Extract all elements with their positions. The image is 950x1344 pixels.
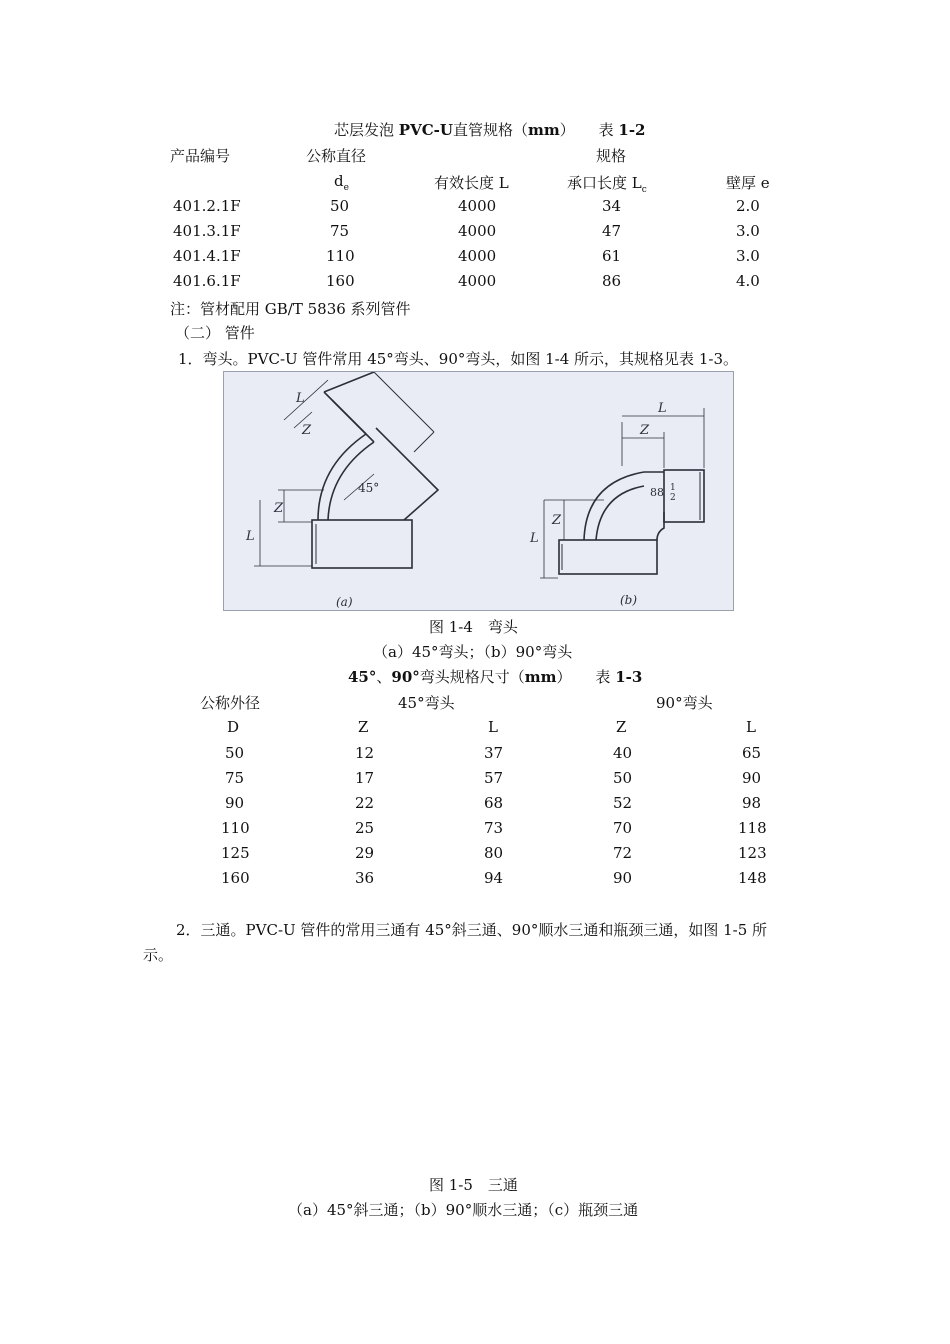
cell-socket: 86 bbox=[602, 272, 622, 290]
cell-wall: 3.0 bbox=[736, 222, 760, 240]
table-number: 1-2 bbox=[618, 121, 646, 139]
elbow-90-drawing bbox=[540, 408, 704, 578]
cell-D: 160 bbox=[221, 869, 250, 887]
dim-Z-a-side: Z bbox=[274, 501, 284, 516]
table-number: 1-3 bbox=[615, 668, 643, 686]
dim-Z-b-side: Z bbox=[552, 513, 562, 528]
header-90-elbow: 90°弯头 bbox=[656, 694, 713, 712]
cell-wall: 4.0 bbox=[736, 272, 760, 290]
cell-socket: 34 bbox=[602, 197, 622, 215]
figure-1-4-subcaption: （a）45°弯头；（b）90°弯头 bbox=[373, 643, 573, 661]
cell-wall: 3.0 bbox=[736, 247, 760, 265]
cell-dia: 110 bbox=[326, 247, 355, 265]
figure-1-5-caption: 图 1-5 三通 bbox=[429, 1176, 518, 1194]
cell-L45: 57 bbox=[484, 769, 504, 787]
cell-L45: 37 bbox=[484, 744, 504, 762]
figure-1-4-elbows bbox=[223, 371, 734, 611]
cell-D: 50 bbox=[225, 744, 245, 762]
dim-Z-b-top: Z bbox=[640, 423, 650, 438]
cell-socket: 61 bbox=[602, 247, 622, 265]
cell-Z45: 17 bbox=[355, 769, 375, 787]
cell-L45: 94 bbox=[484, 869, 504, 887]
header-socket-sub: c bbox=[641, 185, 647, 195]
title-text: 芯层发泡 bbox=[334, 121, 395, 139]
cell-Z45: 25 bbox=[355, 819, 375, 837]
cell-L90: 123 bbox=[738, 844, 767, 862]
title-text-mid: 弯头规格尺寸（ bbox=[419, 668, 525, 686]
dim-L-b-top: L bbox=[658, 401, 667, 416]
cell-dia: 75 bbox=[330, 222, 350, 240]
cell-Z90: 90 bbox=[613, 869, 633, 887]
table-1-2-note: 注：管材配用 GB/T 5836 系列管件 bbox=[170, 300, 411, 318]
cell-code: 401.4.1F bbox=[173, 247, 241, 265]
subheader-D: D bbox=[227, 718, 240, 736]
section-heading-fittings: （二） 管件 bbox=[175, 324, 255, 342]
cell-D: 90 bbox=[225, 794, 245, 812]
header-product-code: 产品编号 bbox=[170, 147, 231, 165]
header-outer-diameter: 公称外径 bbox=[200, 694, 261, 712]
cell-Z45: 36 bbox=[355, 869, 375, 887]
figure-1-5-subcaption: （a）45°斜三通；（b）90°顺水三通；（c）瓶颈三通 bbox=[288, 1201, 639, 1219]
table-word: 表 bbox=[595, 668, 611, 686]
cell-L90: 65 bbox=[742, 744, 762, 762]
angle-45-label: 45° bbox=[358, 481, 380, 495]
title-close: ） bbox=[559, 121, 575, 139]
subheader-L-90: L bbox=[746, 718, 756, 736]
paragraph-elbow: 1．弯头。PVC-U 管件常用 45°弯头、90°弯头，如图 1-4 所示，其规格见表 1-3。 bbox=[178, 350, 738, 368]
title-sep: 、 bbox=[376, 668, 392, 686]
header-socket-length bbox=[567, 172, 647, 195]
title-close: ） bbox=[556, 668, 572, 686]
cell-L90: 90 bbox=[742, 769, 762, 787]
cell-Z45: 12 bbox=[355, 744, 375, 762]
cell-dia: 160 bbox=[326, 272, 355, 290]
dim-L-a-top: L bbox=[296, 391, 305, 406]
cell-socket: 47 bbox=[602, 222, 622, 240]
header-de bbox=[334, 172, 349, 193]
cell-L45: 73 bbox=[484, 819, 504, 837]
cell-D: 125 bbox=[221, 844, 250, 862]
cell-L90: 118 bbox=[738, 819, 767, 837]
cell-D: 75 bbox=[225, 769, 245, 787]
figure-1-4-caption: 图 1-4 弯头 bbox=[429, 618, 518, 636]
cell-dia: 50 bbox=[330, 197, 350, 215]
header-45-elbow: 45°弯头 bbox=[398, 694, 455, 712]
subheader-Z-45: Z bbox=[358, 718, 369, 736]
table-1-3-title bbox=[348, 666, 642, 687]
cell-Z90: 50 bbox=[613, 769, 633, 787]
label-a: (a) bbox=[336, 595, 353, 609]
header-de-sub: e bbox=[343, 183, 349, 193]
angle-half-num: 1 bbox=[670, 483, 676, 493]
cell-wall: 2.0 bbox=[736, 197, 760, 215]
title-text-mid: 直管规格（ bbox=[452, 121, 528, 139]
cell-length: 4000 bbox=[458, 197, 497, 215]
elbow-45-drawing bbox=[254, 372, 438, 568]
cell-D: 110 bbox=[221, 819, 250, 837]
cell-Z45: 22 bbox=[355, 794, 375, 812]
title-bold: PVC-U bbox=[398, 121, 453, 139]
angle-half-den: 2 bbox=[670, 493, 676, 503]
header-spec: 规格 bbox=[596, 147, 627, 165]
cell-L45: 80 bbox=[484, 844, 504, 862]
cell-length: 4000 bbox=[458, 247, 497, 265]
header-de-main: d bbox=[334, 172, 344, 190]
cell-Z45: 29 bbox=[355, 844, 375, 862]
cell-L45: 68 bbox=[484, 794, 504, 812]
cell-Z90: 40 bbox=[613, 744, 633, 762]
cell-L90: 98 bbox=[742, 794, 762, 812]
title-unit: mm bbox=[527, 121, 560, 139]
cell-code: 401.6.1F bbox=[173, 272, 241, 290]
table-word: 表 bbox=[598, 121, 614, 139]
title-bold-90: 90° bbox=[391, 668, 420, 686]
cell-code: 401.3.1F bbox=[173, 222, 241, 240]
cell-L90: 148 bbox=[738, 869, 767, 887]
cell-code: 401.2.1F bbox=[173, 197, 241, 215]
cell-length: 4000 bbox=[458, 272, 497, 290]
paragraph-tee-line1: 2．三通。PVC-U 管件的常用三通有 45°斜三通、90°顺水三通和瓶颈三通，如图 1-5 所 bbox=[176, 921, 768, 939]
paragraph-tee-line2: 示。 bbox=[143, 946, 174, 964]
header-wall-thickness: 壁厚 e bbox=[726, 174, 770, 192]
dim-L-a-side: L bbox=[246, 529, 255, 544]
cell-Z90: 72 bbox=[613, 844, 633, 862]
subheader-L-45: L bbox=[488, 718, 498, 736]
cell-Z90: 52 bbox=[613, 794, 633, 812]
dim-L-b-side: L bbox=[530, 531, 539, 546]
label-b: (b) bbox=[620, 593, 638, 607]
cell-Z90: 70 bbox=[613, 819, 633, 837]
header-nominal-diameter: 公称直径 bbox=[306, 147, 367, 165]
header-effective-length: 有效长度 L bbox=[434, 174, 509, 192]
angle-88-label: 88 bbox=[650, 486, 664, 499]
cell-length: 4000 bbox=[458, 222, 497, 240]
title-bold-45: 45° bbox=[348, 668, 377, 686]
elbow-drawings bbox=[224, 372, 733, 610]
subheader-Z-90: Z bbox=[616, 718, 627, 736]
title-unit: mm bbox=[524, 668, 557, 686]
dim-Z-a-top: Z bbox=[302, 423, 312, 438]
table-1-2-title bbox=[334, 119, 646, 140]
header-socket-main: 承口长度 L bbox=[567, 174, 642, 192]
